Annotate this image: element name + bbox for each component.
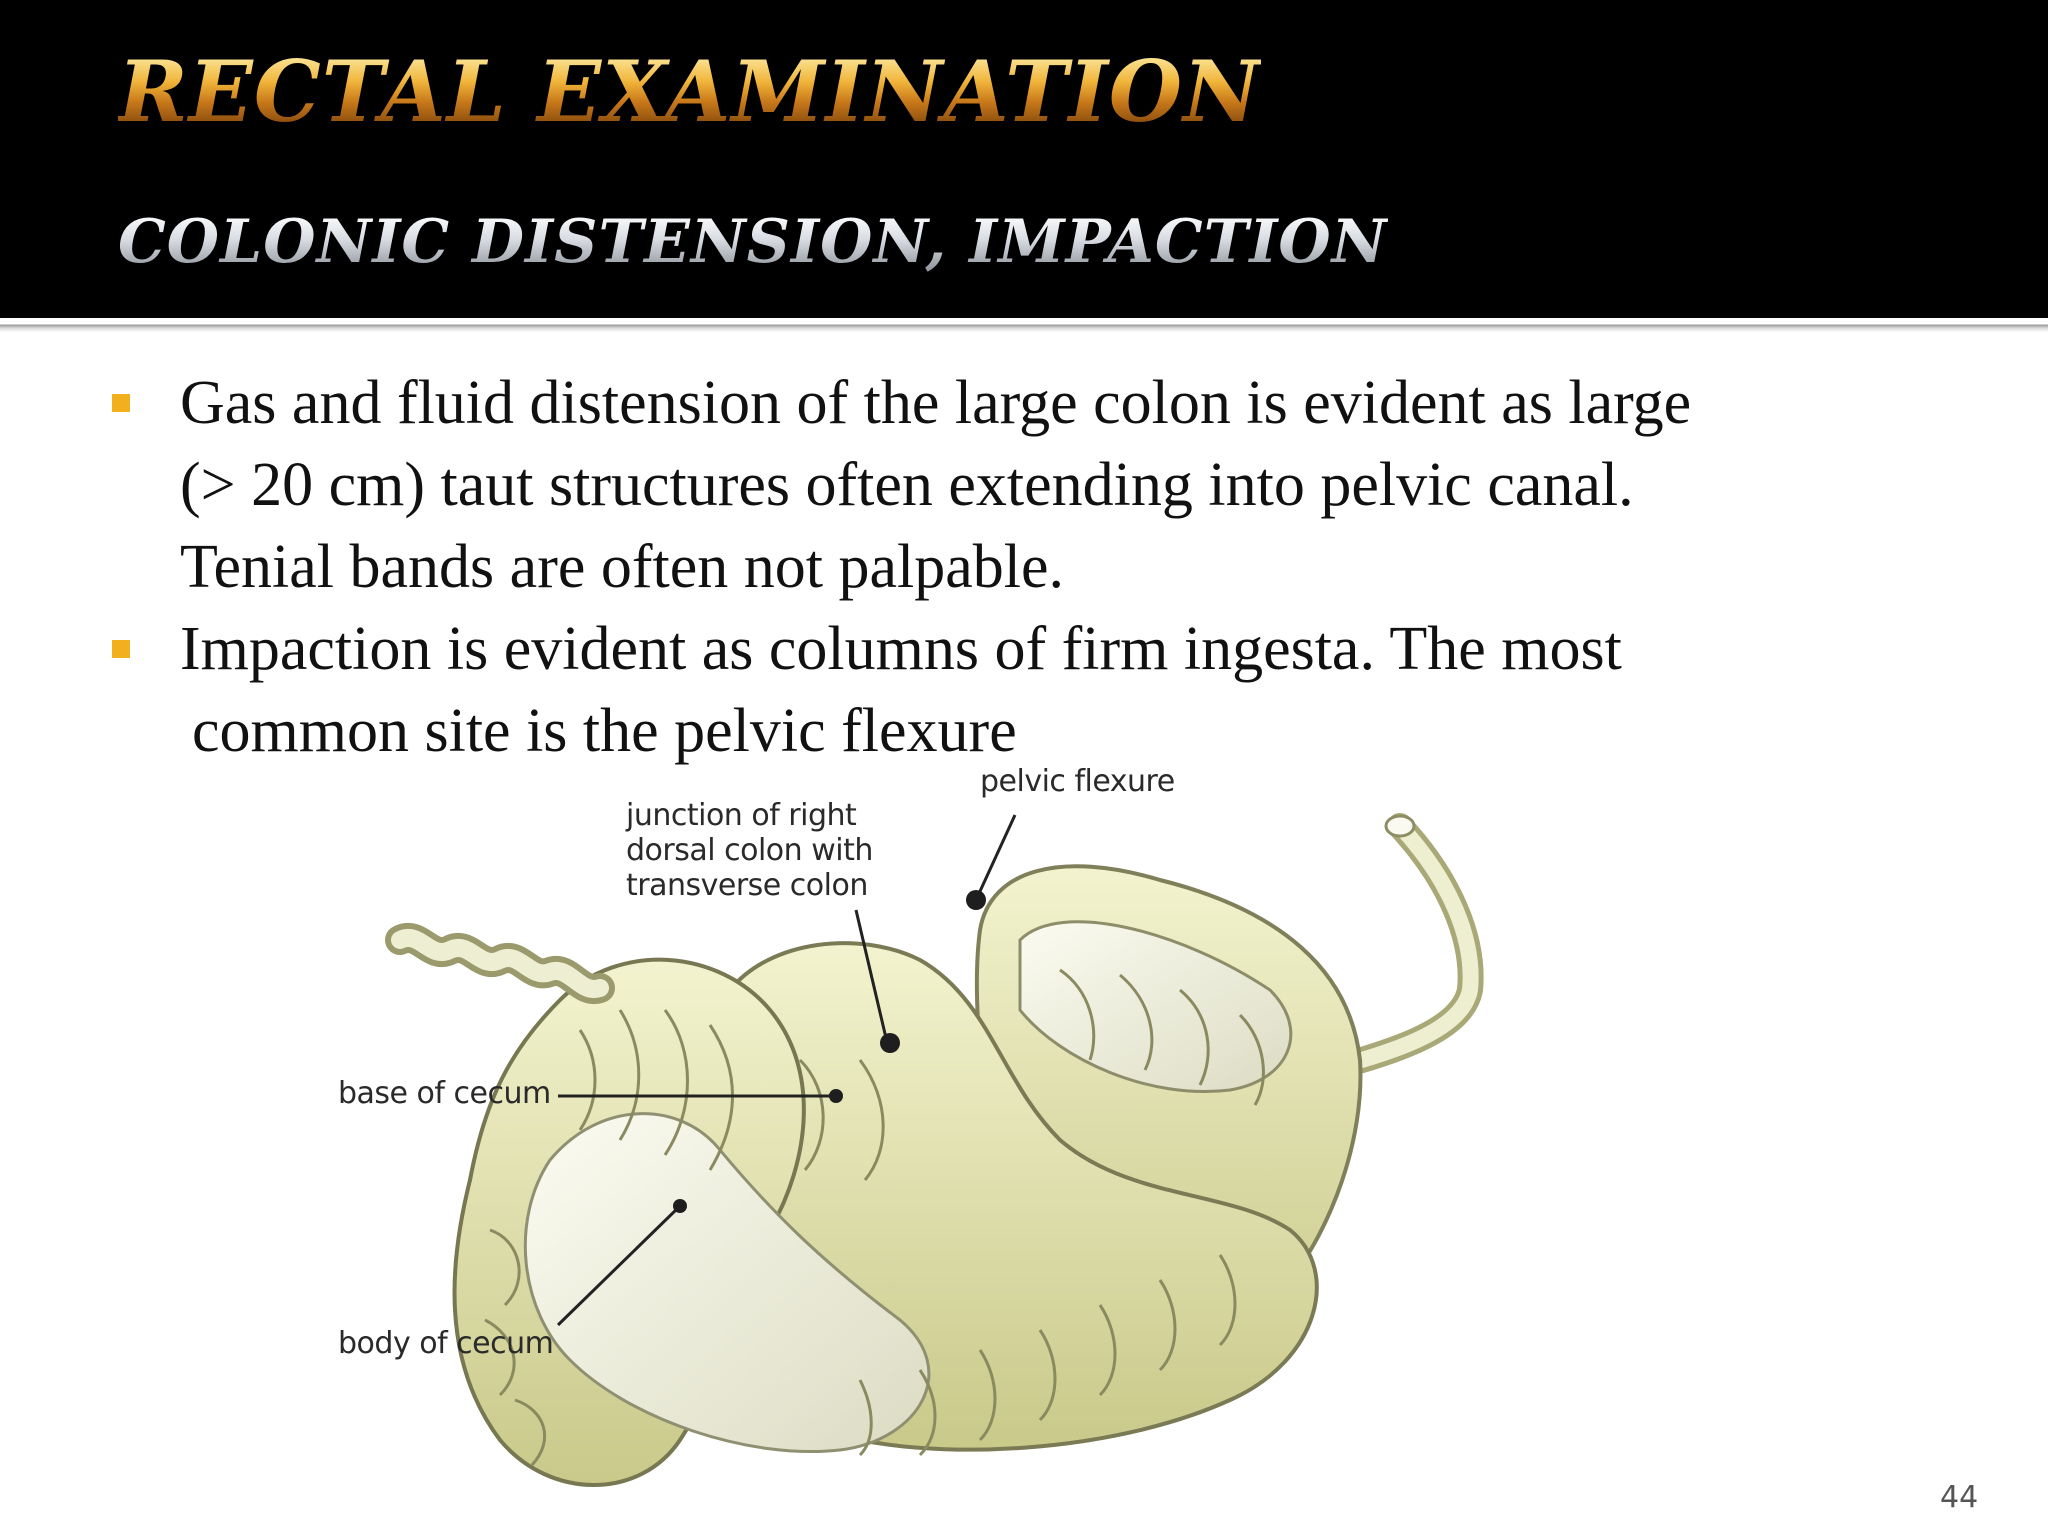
label-junction	[626, 798, 873, 903]
marker-dot	[673, 1199, 687, 1213]
colon-drawing	[300, 760, 1600, 1520]
bullet-text-line: (> 20 cm) taut structures often extending into pelvic canal.	[180, 451, 1634, 519]
bullet-text-line: Impaction is evident as columns of firm ingesta. The most	[180, 615, 1622, 683]
marker-dot	[829, 1089, 843, 1103]
label-pelvic-flexure: pelvic flexure	[980, 764, 1175, 799]
label-base-of-cecum: base of cecum	[338, 1076, 551, 1111]
colon-illustration	[300, 760, 1600, 1520]
bullet-list	[108, 362, 1988, 772]
header-divider	[0, 322, 2048, 332]
label-junction-line: transverse colon	[626, 868, 868, 903]
slide-subtitle: COLONIC DISTENSION, IMPACTION	[118, 207, 1388, 277]
bullet-text-line: common site is the pelvic flexure	[192, 697, 1017, 765]
label-body-of-cecum: body of cecum	[338, 1326, 554, 1361]
bullet-text-line: Gas and fluid distension of the large colon is evident as large	[180, 369, 1692, 437]
marker-dot	[880, 1033, 900, 1053]
label-junction-line: dorsal colon with	[626, 833, 873, 868]
page-number: 44	[1940, 1480, 1979, 1515]
bullet-item	[108, 362, 1988, 608]
bullet-square-icon	[112, 394, 130, 412]
bullet-item	[108, 608, 1988, 772]
slide-header	[0, 0, 2048, 318]
slide-title: RECTAL EXAMINATION	[118, 42, 1261, 141]
label-junction-line: junction of right	[626, 798, 857, 833]
bullet-text-line: Tenial bands are often not palpable.	[180, 533, 1064, 601]
marker-dot	[966, 890, 986, 910]
bullet-square-icon	[112, 640, 130, 658]
